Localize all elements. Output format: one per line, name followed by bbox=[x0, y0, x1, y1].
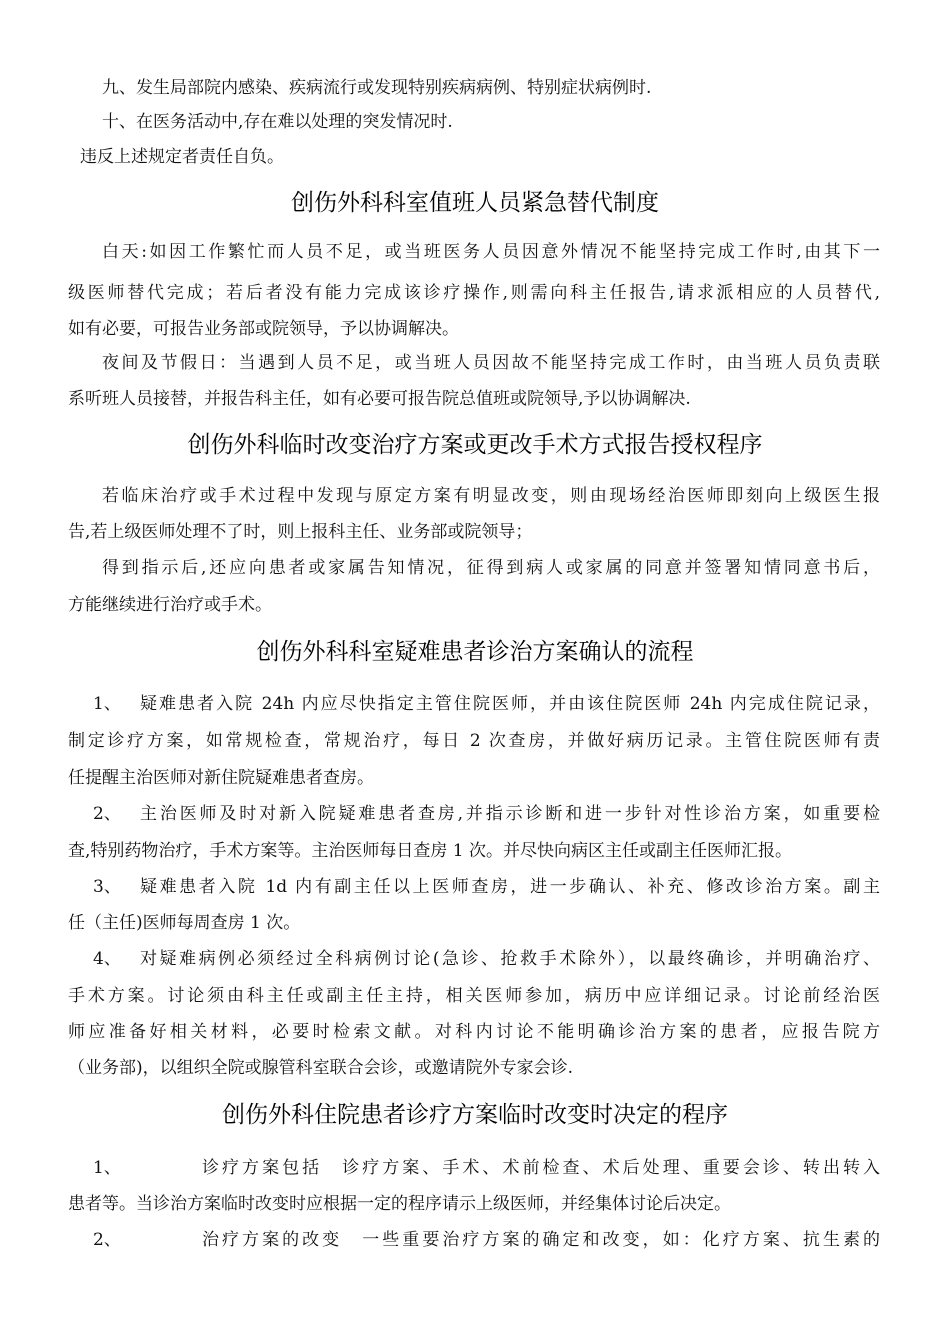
s4-item1-line2: 患者等。当诊治方案临时改变时应根据一定的程序请示上级医师，并经集体讨论后决定。 bbox=[68, 1194, 731, 1214]
s3-item3-line2: 任（主任)医师每周查房 1 次。 bbox=[68, 913, 301, 933]
s4-item2-number: 2、 bbox=[93, 1230, 121, 1250]
s3-item4-line1: 对疑难病例必须经过全科病例讨论(急诊、抢救手术除外），以最终确诊，并明确治疗、 bbox=[140, 949, 880, 969]
s3-item4-line4: （业务部)，以组织全院或腺管科室联合会诊，或邀请院外专家会诊. bbox=[68, 1058, 574, 1078]
s3-item3-line1: 疑难患者入院 1d 内有副主任以上医师查房，进一步确认、补充、修改诊治方案。副主 bbox=[140, 877, 880, 897]
s4-item1-line1: 诊疗方案包括 诊疗方案、手术、术前检查、术后处理、重要会诊、转出转入 bbox=[202, 1158, 880, 1178]
s4-item2-line1: 治疗方案的改变 一些重要治疗方案的确定和改变，如：化疗方案、抗生素的 bbox=[202, 1230, 880, 1250]
section-title-temporary-plan-change: 创伤外科住院患者诊疗方案临时改变时决定的程序 bbox=[222, 1102, 728, 1128]
s3-item2-number: 2、 bbox=[93, 804, 121, 824]
s3-item1-line3: 任提醒主治医师对新住院疑难患者查房。 bbox=[68, 768, 374, 788]
s2-p1-line1: 若临床治疗或手术过程中发现与原定方案有明显改变，则由现场经治医师即刻向上级医生报 bbox=[102, 486, 880, 506]
intro-line-10: 十、在医务活动中,存在难以处理的突发情况时. bbox=[102, 112, 453, 132]
s3-item2-line1: 主治医师及时对新入院疑难患者查房,并指示诊断和进一步针对性诊治方案，如重要检 bbox=[140, 804, 880, 824]
s3-item4-number: 4、 bbox=[93, 949, 121, 969]
s3-item1-number: 1、 bbox=[93, 694, 121, 714]
s4-item1-number: 1、 bbox=[93, 1158, 121, 1178]
s1-p1-line2: 级医师替代完成；若后者没有能力完成该诊疗操作,则需向科主任报告,请求派相应的人员替代, bbox=[68, 283, 880, 303]
s1-p2-line1: 夜间及节假日：当遇到人员不足，或当班人员因故不能坚持完成工作时，由当班人员负责联 bbox=[102, 353, 880, 373]
section-title-difficult-patient-process: 创伤外科科室疑难患者诊治方案确认的流程 bbox=[256, 639, 694, 665]
section-title-emergency-substitute: 创伤外科科室值班人员紧急替代制度 bbox=[291, 190, 659, 216]
s1-p1-line1: 白天:如因工作繁忙而人员不足，或当班医务人员因意外情况不能坚持完成工作时,由其下一 bbox=[102, 242, 880, 262]
s2-p2-line2: 方能继续进行治疗或手术。 bbox=[68, 595, 272, 615]
s3-item3-number: 3、 bbox=[93, 877, 121, 897]
s2-p2-line1: 得到指示后,还应向患者或家属告知情况，征得到病人或家属的同意并签署知情同意书后， bbox=[102, 558, 880, 578]
s3-item4-line2: 手术方案。讨论须由科主任或副主任主持，相关医师参加，病历中应详细记录。讨论前经治医 bbox=[68, 986, 880, 1006]
s3-item1-line2: 制定诊疗方案，如常规检查，常规治疗，每日 2 次查房，并做好病历记录。主管住院医师有责 bbox=[68, 731, 880, 751]
s1-p1-line3: 如有必要，可报告业务部或院领导，予以协调解决。 bbox=[68, 319, 459, 339]
intro-line-9: 九、发生局部院内感染、疾病流行或发现特别疾病病例、特别症状病例时. bbox=[102, 78, 652, 98]
section-title-treatment-change-authorization: 创伤外科临时改变治疗方案或更改手术方式报告授权程序 bbox=[187, 432, 763, 458]
s1-p2-line2: 系听班人员接替，并报告科主任，如有必要可报告院总值班或院领导,予以协调解决. bbox=[68, 389, 691, 409]
s3-item4-line3: 师应准备好相关材料，必要时检索文献。对科内讨论不能明确诊治方案的患者，应报告院方 bbox=[68, 1022, 880, 1042]
s3-item2-line2: 查,特别药物治疗，手术方案等。主治医师每日查房 1 次。并尽快向病区主任或副主任医师汇报。 bbox=[68, 841, 793, 861]
intro-line-responsibility: 违反上述规定者责任自负。 bbox=[80, 147, 284, 167]
s3-item1-line1: 疑难患者入院 24h 内应尽快指定主管住院医师，并由该住院医师 24h 内完成住院记录， bbox=[140, 694, 880, 714]
s2-p1-line2: 告,若上级医师处理不了时，则上报科主任、业务部或院领导； bbox=[68, 522, 533, 542]
